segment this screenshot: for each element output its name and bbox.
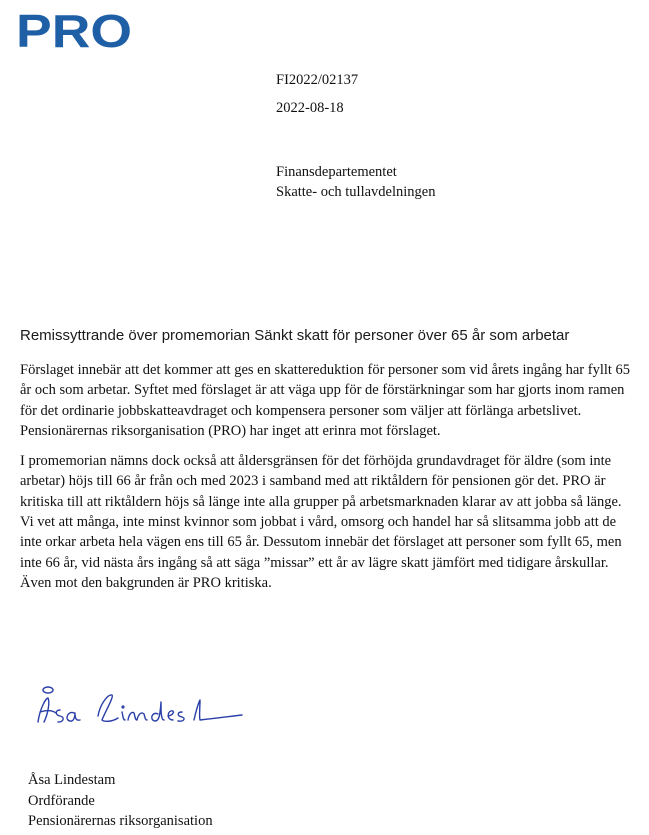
- body-paragraph-1: Förslaget innebär att det kommer att ges en skattereduktion för personer som vid årets ingång har fyllt 65 år och som arbetar. Syftet med förslaget är att väga upp för de förstärkningar som har gjorts inom ramen för det ordinarie jobbskatteavdraget och kompensera personer som väljer att förlänga arbetslivet. Pensionärernas riksorganisation (PRO) har inget att erinra mot förslaget.: [20, 362, 631, 439]
- recipient-line-2: Skatte- och tullavdelningen: [276, 184, 436, 200]
- signer-block: [28, 770, 213, 832]
- recipient-address: [276, 162, 435, 202]
- pro-logo-text: PRO: [16, 9, 132, 51]
- reference-number: FI2022/02137: [276, 72, 359, 88]
- signer-role: Ordförande: [28, 792, 95, 809]
- letter-date: 2022-08-18: [276, 100, 344, 116]
- reference-block: [276, 66, 358, 122]
- letter-title: Remissyttrande över promemorian Sänkt skatt för personer över 65 år som arbetar: [20, 327, 570, 344]
- body-paragraph-2: I promemorian nämns dock också att åldersgränsen för det förhöjda grundavdraget för äldre (som inte arbetar) höjs till 66 år från och med 2023 i samband med att riktåldern för pensionen gör det. PRO är kritiska till att riktåldern höjs så länge inte alla grupper på arbetsmarknaden klarar av att jobba så länge. Vi vet att många, inte minst kvinnor som jobbat i vård, omsorg och handel har så slitsamma jobb att de inte orkar arbeta hela vägen ens till 65 år. Dessutom innebär det förslaget att personer som fyllt 65, men inte 66 år, vid nästa års ingång så att säga ”missar” ett år av lägre skatt jämfört med tidigare årskullar. Även mot den bakgrunden är PRO kritiska.: [20, 453, 622, 591]
- recipient-line-1: Finansdepartementet: [276, 164, 397, 180]
- handwritten-signature: [28, 680, 248, 740]
- pro-logo: [16, 9, 134, 51]
- letter-body: [20, 360, 632, 603]
- signer-organisation: Pensionärernas riksorganisation: [28, 813, 213, 829]
- signer-name: Åsa Lindestam: [28, 772, 116, 788]
